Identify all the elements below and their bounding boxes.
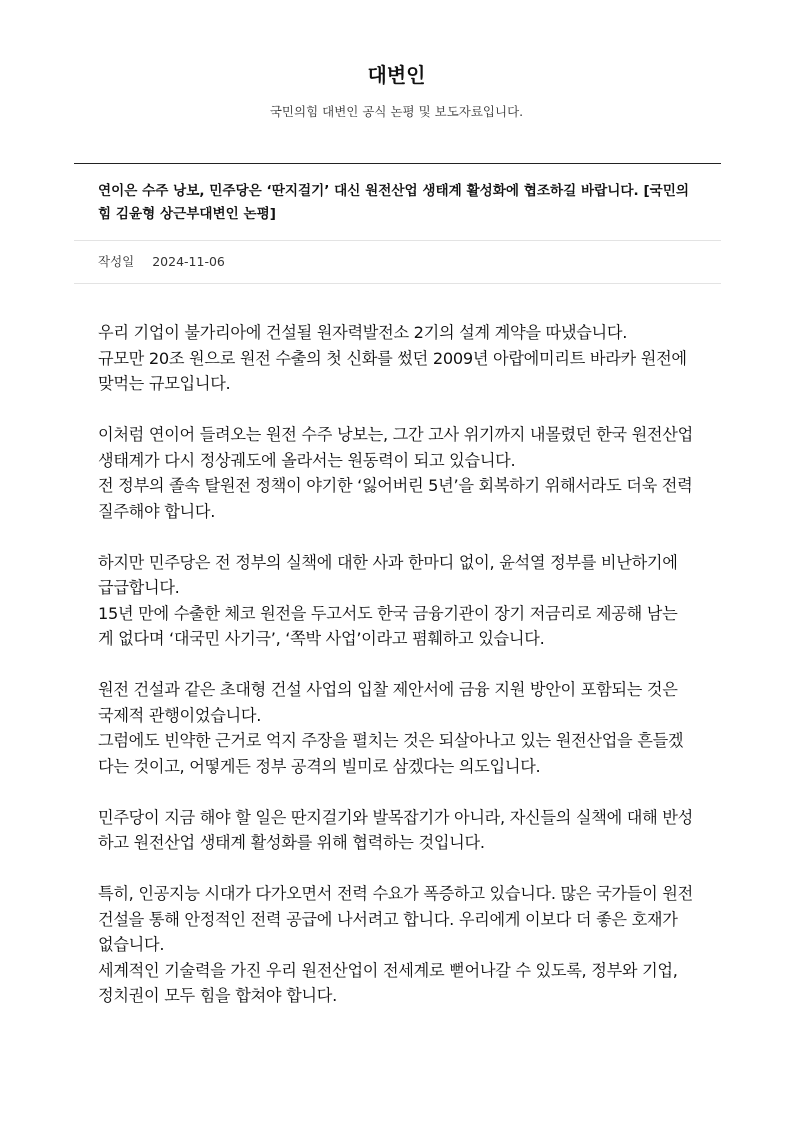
article-title: 연이은 수주 낭보, 민주당은 ‘딴지걸기’ 대신 원전산업 생태계 활성화에 협조하길 바랍니다. [국민의힘 김윤형 상근부대변인 논평]: [98, 183, 690, 222]
paragraph: [98, 805, 696, 856]
paragraph-line: 그럼에도 빈약한 근거로 억지 주장을 펼치는 것은 되살아나고 있는 원전산업을 흔들겠다는 것이고, 어떻게든 정부 공격의 빌미로 삼겠다는 의도입니다.: [98, 731, 684, 776]
date-value: 2024-11-06: [152, 254, 225, 269]
paragraph-line: 우리 기업이 불가리아에 건설될 원자력발전소 2기의 설계 계약을 따냈습니다.: [98, 323, 628, 342]
paragraph-line: 전 정부의 졸속 탈원전 정책이 야기한 ‘잃어버린 5년’을 회복하기 위해서라도 더욱 전력 질주해야 합니다.: [98, 476, 693, 521]
article-meta: [98, 253, 225, 271]
paragraph: [98, 320, 696, 397]
paragraph-line: 이처럼 연이어 들려오는 원전 수주 낭보는, 그간 고사 위기까지 내몰렸던 한국 원전산업 생태계가 다시 정상궤도에 올라서는 원동력이 되고 있습니다.: [98, 425, 693, 470]
article-body: [98, 320, 696, 1034]
paragraph-line: 15년 만에 수출한 체코 원전을 두고서도 한국 금융기관이 장기 저금리로 제공해 남는 게 없다며 ‘대국민 사기극’, ‘쪽박 사업’이라고 폄훼하고 있습니다.: [98, 603, 678, 648]
paragraph-line: 세계적인 기술력을 가진 우리 원전산업이 전세계로 뻗어나갈 수 있도록, 정부와 기업, 정치권이 모두 힘을 합쳐야 합니다.: [98, 960, 678, 1005]
paragraph-line: 하지만 민주당은 전 정부의 실책에 대한 사과 한마디 없이, 윤석열 정부를 비난하기에 급급합니다.: [98, 552, 678, 597]
paragraph: [98, 677, 696, 779]
paragraph-line: 원전 건설과 같은 초대형 건설 사업의 입찰 제안서에 금융 지원 방안이 포함되는 것은 국제적 관행이었습니다.: [98, 680, 678, 725]
paragraph: [98, 422, 696, 524]
date-label: 작성일: [98, 254, 135, 269]
site-subtitle: 국민의힘 대변인 공식 논평 및 보도자료입니다.: [269, 104, 524, 119]
paragraph: [98, 550, 696, 652]
paragraph-line: 민주당이 지금 해야 할 일은 딴지걸기와 발목잡기가 아니라, 자신들의 실책에 대해 반성하고 원전산업 생태계 활성화를 위해 협력하는 것입니다.: [98, 807, 693, 852]
meta-divider: [74, 283, 721, 284]
title-divider: [74, 240, 721, 241]
header-divider: [74, 163, 721, 164]
paragraph-line: 특히, 인공지능 시대가 다가오면서 전력 수요가 폭증하고 있습니다. 많은 국가들이 원전 건설을 통해 안정적인 전력 공급에 나서려고 합니다. 우리에게 이보다 더 좋은 호재가 없습니다.: [98, 884, 693, 954]
paragraph: [98, 881, 696, 1009]
site-title: 대변인: [367, 63, 426, 87]
paragraph-line: 규모만 20조 원으로 원전 수출의 첫 신화를 썼던 2009년 아랍에미리트 바라카 원전에 맞먹는 규모입니다.: [98, 348, 687, 393]
